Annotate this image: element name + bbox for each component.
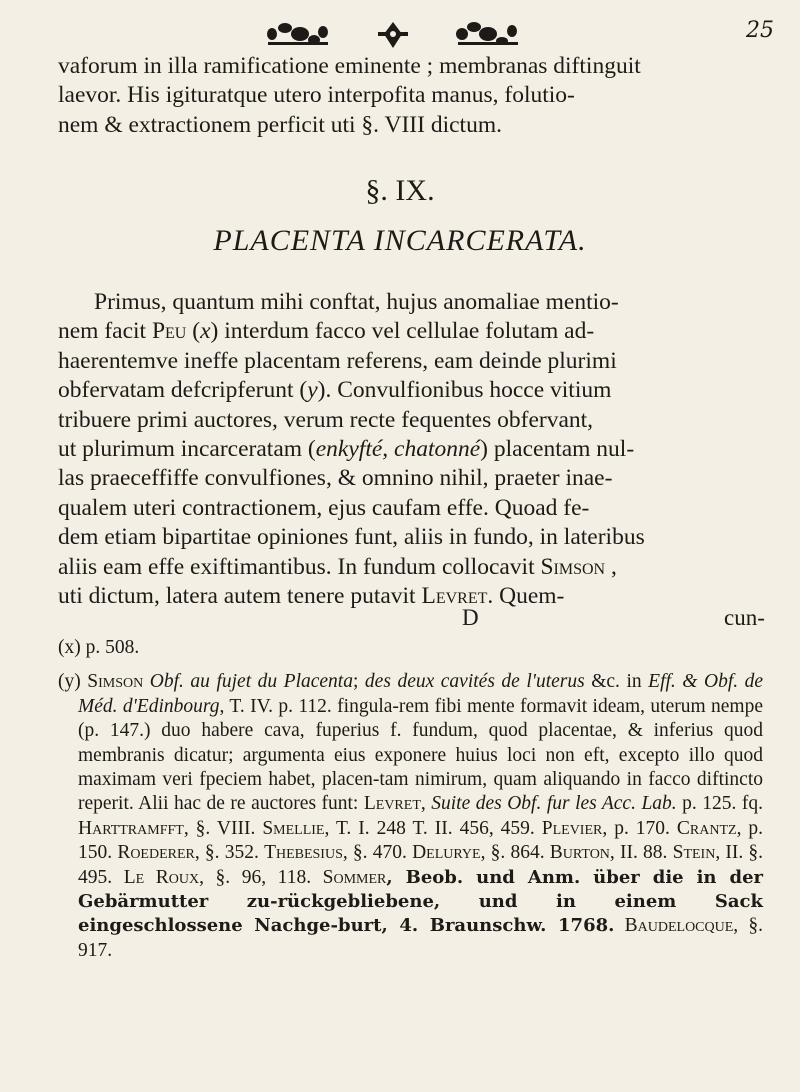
author-name: Crantz: [676, 817, 737, 839]
text-line: [58, 553, 763, 582]
author-name: Baudelocque: [624, 915, 734, 937]
author-name: Peu: [151, 318, 187, 345]
footnote-x: (x) p. 508.: [58, 637, 140, 658]
footnotes: [58, 636, 763, 963]
text-run: , §. 917.: [78, 915, 764, 961]
text-run: ,: [605, 553, 617, 580]
text-line: [58, 582, 763, 611]
author-name: Simson: [540, 553, 606, 580]
text-line: [58, 288, 763, 317]
main-paragraph: [58, 288, 763, 611]
text-run: , §. 864.: [480, 842, 545, 864]
printer-ornament-icon: [0, 14, 800, 54]
text-run: , §. VIII.: [183, 817, 256, 839]
text-run: dem etiam bipartitae opiniones funt, aliis in fundo, in lateribus: [58, 524, 645, 551]
text-line: nem & extractionem perficit uti §. VIII dictum.: [58, 111, 502, 138]
text-run: p. 125. fq.: [682, 793, 764, 815]
text-run: obfervatam defcripferunt (: [58, 377, 308, 404]
text-run: , T. I. 248 T. II. 456, 459.: [324, 817, 535, 839]
text-line: [58, 494, 763, 523]
text-run: nem facit: [58, 318, 152, 345]
footnote-ref: x: [200, 318, 211, 345]
author-name: Burton: [549, 842, 610, 864]
text-line: [58, 406, 763, 435]
author-name: Delurye: [412, 842, 481, 864]
text-line: [58, 523, 763, 552]
text-run: haerentemve ineffe placentam referens, eam deinde plurimi: [58, 347, 617, 374]
text-line: [58, 435, 763, 464]
text-run: ut plurimum incarceratam (: [58, 436, 316, 463]
author-name: Levret: [421, 583, 488, 610]
author-name: Plevier: [541, 817, 603, 839]
text-run: , II. 88.: [609, 842, 668, 864]
text-run: ). Convulfionibus hocce vitium: [317, 377, 612, 404]
signature-mark: D: [462, 605, 479, 630]
footnote-label: (y): [58, 671, 81, 693]
text-run: uti dictum, latera autem tenere putavit: [58, 583, 422, 610]
section-number: §. IX.: [365, 174, 435, 207]
italic-title: Eff. & Obf. de Méd. d'Edinbourg: [78, 671, 764, 717]
text-run: ) placentam nul-: [480, 436, 635, 463]
text-line: [58, 464, 763, 493]
footnote-y: (y) Simson Obf. au fujet du Placenta; des deux cavités de l'uterus &c. in Eff. & Obf. de Méd. d'Edinbourg, T. IV. p. 112. fingula-rem fibi mente formavit ideam, uterum nempe (p. 147.) duo habere cava, fuperius f. fundum, quod placentae, & inferius quod membranis dicatur; argumenta eius exponere huius loci non eft, excepto illo quod maximam veri fpeciem habet, placen-tam nimirum, quam aliquando in facco diftincto reperit. Alii hac de re auctores funt: Levret, Suite des Obf. fur les Acc. Lab. p. 125. fq. Harttramfft, §. VIII. Smellie, T. I. 248 T. II. 456, 459. Plevier, p. 170. Crantz, p. 150. Roederer, §. 352. Thebesius, §. 470. Delurye, §. 864. Burton, II. 88. Stein, II. §. 495. Le Roux, §. 96, 118. Sommer, Beob. und Anm. über die in der Gebärmutter zu-rückgebliebene, und in einem Sack eingeschlossene Nachge-burt, 4. Braunschw. 1768. Baudelocque, §. 917.: [58, 671, 764, 961]
text-run: tribuere primi auctores, verum recte fequentes obfervant,: [58, 406, 594, 433]
author-name: Roederer: [117, 842, 195, 864]
text-run: ,: [420, 793, 426, 815]
text-run: , p. 170.: [602, 817, 670, 839]
text-run: , §. 96, 118.: [199, 866, 312, 888]
text-run: aliis eam effe exiftimantibus. In fundum collocavit: [58, 553, 541, 580]
author-name: Thebesius: [264, 842, 343, 864]
text-run: , §. 470.: [342, 842, 407, 864]
intro-paragraph: [58, 52, 763, 140]
author-name: Le Roux: [123, 866, 200, 888]
italic-title: Suite des Obf. fur les Acc. Lab.: [431, 793, 677, 815]
text-run: (: [186, 318, 201, 345]
catchword: cun-: [724, 605, 765, 630]
text-run: ) interdum facco vel cellulae folutam ad-: [210, 318, 595, 345]
text-run: , §. 352.: [194, 842, 259, 864]
text-run: Primus, quantum mihi conftat, hujus anomaliae mentio-: [94, 289, 619, 315]
text-line: laevor. His igituratque utero interpofita manus, folutio-: [58, 82, 575, 109]
text-run: &c. in: [591, 671, 642, 693]
author-name: Levret: [363, 793, 421, 815]
text-line: [58, 376, 763, 405]
text-run: , II. §. 495.: [78, 842, 764, 888]
text-line: [58, 317, 763, 346]
text-run: . Quem-: [487, 583, 565, 610]
footnote-ref: y: [307, 377, 318, 404]
italic-title: des deux cavités de l'uterus: [364, 671, 585, 693]
text-line: [58, 347, 763, 376]
italic-title: Obf. au fujet du Placenta: [149, 671, 353, 693]
author-name: Sommer: [322, 866, 387, 888]
italic-term: enkyfté, chatonné: [315, 436, 481, 463]
author-name: Smellie: [262, 817, 325, 839]
text-run: las praeceffiffe convulfiones, & omnino nihil, praeter inae-: [58, 465, 613, 492]
page-header: [0, 14, 800, 54]
page-number: 25: [746, 18, 774, 43]
author-name: Stein: [672, 842, 716, 864]
text-line: vaforum in illa ramificatione eminente ; membranas diftinguit: [58, 53, 641, 79]
author-name: Simson: [87, 671, 144, 693]
text-run: , T. IV. p. 112. fingula-rem fibi mente formavit ideam, uterum nempe (p. 147.) duo habere cava, fuperius f. fundum, quod placentae, & inferius quod membranis dicatur; argumenta eius exponere huius loci non eft, excepto illo quod maximam veri fpeciem habet, placen-tam nimirum, quam aliquando in facco diftincto reperit. Alii hac de re auctores funt:: [78, 695, 763, 815]
author-name: Harttramfft: [78, 817, 184, 839]
section-title: PLACENTA INCARCERATA.: [213, 224, 587, 257]
text-run: , p. 150.: [78, 817, 764, 864]
fraktur-title: , Beob. und Anm. über die in der Gebärmutter zu-rückgebliebene, und in einem Sack eingeschlossene Nachge-burt, 4. Braunschw. 1768.: [78, 866, 763, 937]
text-run: qualem uteri contractionem, ejus caufam effe. Quoad fe-: [58, 494, 590, 521]
